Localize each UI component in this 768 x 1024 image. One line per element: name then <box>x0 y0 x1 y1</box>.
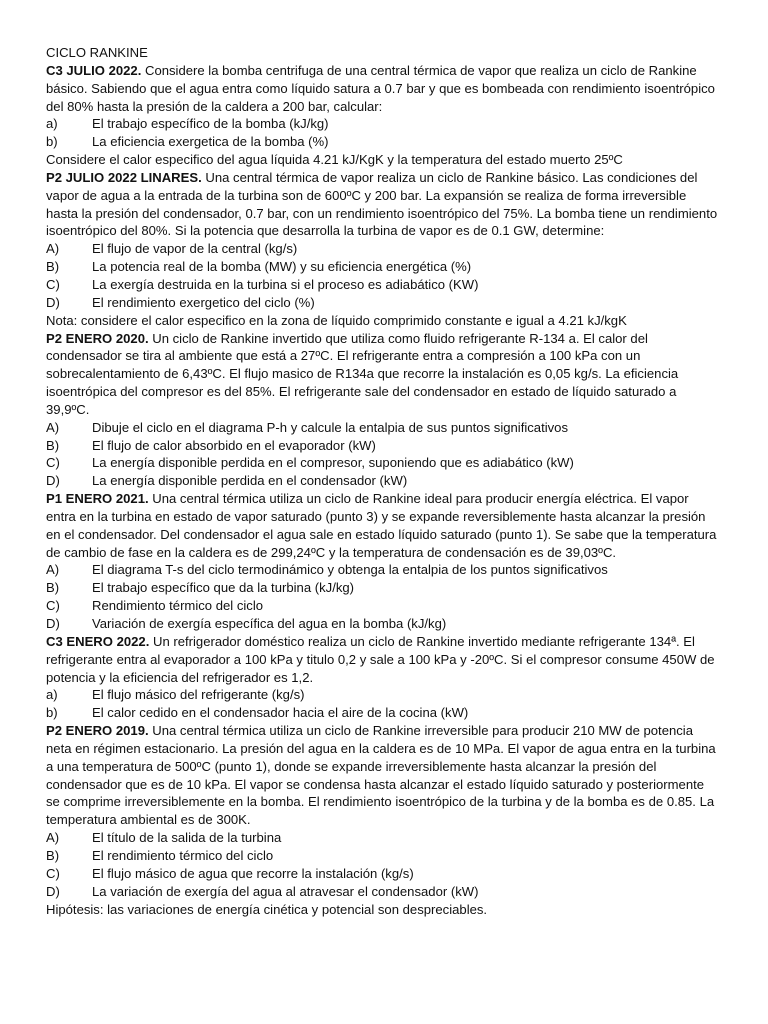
problem-body: Considere la bomba centrifuga de una central térmica de vapor que realiza un ciclo de Rankine básico. Sabiendo que el agua entra como líquido satura a 0.7 bar y que es bombeada con rendimiento isoentrópico del 80% hasta la presión de la caldera a 200 bar, calcular: <box>46 62 715 114</box>
problem <box>46 62 718 169</box>
problem-statement <box>46 330 718 419</box>
problem-statement <box>46 633 718 687</box>
item-text: La potencia real de la bomba (MW) y su eficiencia energética (%) <box>92 259 472 275</box>
item-text: El rendimiento exergetico del ciclo (%) <box>92 294 315 310</box>
list-item <box>46 437 718 455</box>
item-marker: D) <box>46 616 60 631</box>
question-list <box>46 419 718 490</box>
item-marker: B) <box>46 847 60 863</box>
list-item <box>46 686 718 704</box>
list-item <box>46 454 718 472</box>
item-text: El flujo de calor absorbido en el evaporador (kW) <box>92 437 376 453</box>
item-text: La eficiencia exergetica de la bomba (%) <box>92 134 329 150</box>
list-item <box>46 704 718 722</box>
item-text: Variación de exergía específica del agua en la bomba (kJ/kg) <box>92 616 447 631</box>
item-text: La exergía destruida en la turbina si el proceso es adiabático (KW) <box>92 276 479 292</box>
list-item <box>46 865 718 883</box>
problem <box>46 490 718 633</box>
item-text: Rendimiento térmico del ciclo <box>92 598 264 614</box>
item-marker: B) <box>46 437 60 453</box>
question-list <box>46 240 718 311</box>
item-marker: b) <box>46 705 58 721</box>
problem <box>46 633 718 722</box>
item-marker: C) <box>46 598 60 614</box>
list-item <box>46 276 718 294</box>
problem <box>46 169 718 330</box>
problem-body: Una central térmica de vapor realiza un ciclo de Rankine básico. Las condiciones del vapor de agua a la entrada de la turbina son de 600ºC y 200 bar. La expansión se realiza de forma irreversible hasta la presión del condensador, 0.7 bar, con un rendimiento isoentrópico del 75%. La bomba tiene un rendimiento isoentrópico del 80%. Si la potencia que desarrolla la turbina de vapor es de 0.1 GW, determine: <box>46 169 718 239</box>
document <box>46 44 718 918</box>
problem-statement <box>46 62 718 116</box>
problem-heading: P2 ENERO 2019. <box>46 723 149 739</box>
question-list <box>46 115 718 151</box>
list-item <box>46 133 718 151</box>
item-marker: A) <box>46 241 60 257</box>
item-text: La variación de exergía del agua al atravesar el condensador (kW) <box>92 883 479 899</box>
problem-heading: C3 ENERO 2022. <box>46 633 150 649</box>
item-text: El rendimiento térmico del ciclo <box>92 847 274 863</box>
list-item <box>46 829 718 847</box>
problem-heading: P1 ENERO 2021. <box>46 491 149 507</box>
list-item <box>46 472 718 490</box>
item-marker: C) <box>46 865 60 881</box>
item-text: La energía disponible perdida en el compresor, suponiendo que es adiabático (kW) <box>92 455 574 471</box>
item-text: El trabajo específico de la bomba (kJ/kg) <box>92 116 329 132</box>
question-list <box>46 829 718 900</box>
item-text: El flujo de vapor de la central (kg/s) <box>92 241 298 257</box>
item-text: El calor cedido en el condensador hacia el aire de la cocina (kW) <box>92 705 469 721</box>
item-text: El diagrama T-s del ciclo termodinámico y obtenga la entalpia de los puntos significativos <box>92 562 608 578</box>
item-text: La energía disponible perdida en el condensador (kW) <box>92 473 408 489</box>
item-marker: b) <box>46 134 58 150</box>
problem-statement <box>46 169 718 240</box>
problem-note: Considere el calor especifico del agua líquida 4.21 kJ/KgK y la temperatura del estado muerto 25ºC <box>46 152 623 168</box>
item-marker: a) <box>46 687 58 703</box>
item-marker: D) <box>46 883 60 899</box>
item-marker: A) <box>46 830 60 846</box>
item-text: El flujo másico de agua que recorre la instalación (kg/s) <box>92 865 414 881</box>
list-item <box>46 258 718 276</box>
list-item <box>46 240 718 258</box>
problem-body: Una central térmica utiliza un ciclo de Rankine ideal para producir energía eléctrica. El vapor entra en la turbina en estado de vapor saturado (punto 3) y se expande reversiblemente hasta alcanzar la presión en el condensador. Del condensador el agua sale en estado líquido saturado (punto 1). Se sabe que la temperatura de cambio de fase en la caldera es de 299,24ºC y la temperatura de condensación es de 39,03ºC. <box>46 491 717 560</box>
item-marker: C) <box>46 276 60 292</box>
problem-heading: P2 JULIO 2022 LINARES. <box>46 169 202 185</box>
question-list <box>46 686 718 722</box>
list-item <box>46 579 718 597</box>
problem-body: Un ciclo de Rankine invertido que utiliza como fluido refrigerante R-134 a. El calor del condensador se tira al ambiente que está a 27ºC. El refrigerante entra a compresión a 100 kPa con un sobrecalentamiento de 6,43ºC. El flujo masico de R134a que recorre la instalación es 0,05 kg/s. La eficiencia isoentrópica del compresor es del 85%. El refrigerante sale del condensador en estado de líquido saturado a 39,9ºC. <box>46 330 679 417</box>
item-text: El título de la salida de la turbina <box>92 830 282 846</box>
problem-statement <box>46 490 718 561</box>
item-marker: D) <box>46 473 60 489</box>
problem-body: Una central térmica utiliza un ciclo de Rankine irreversible para producir 210 MW de potencia neta en régimen estacionario. La presión del agua en la caldera es de 10 MPa. El vapor de agua entra en la turbina a una temperatura de 500ºC (punto 1), donde se expande irreversiblemente hasta alcanzar la presión del condensador que es de 10 kPa. El vapor se condensa hasta alcanzar el estado líquido saturado y posteriormente se comprime irreversiblemente en la bomba. El rendimiento isoentrópico de la turbina y de la bomba es de 0.85. La temperatura ambiental es de 300K. <box>46 723 716 828</box>
problem-note: Nota: considere el calor especifico en la zona de líquido comprimido constante e igual a 4.21 kJ/kgK <box>46 312 627 328</box>
list-item <box>46 847 718 865</box>
item-marker: A) <box>46 419 60 435</box>
item-marker: a) <box>46 116 58 132</box>
list-item <box>46 419 718 437</box>
list-item <box>46 615 718 633</box>
list-item <box>46 294 718 312</box>
problem-heading: C3 JULIO 2022. <box>46 62 142 78</box>
item-marker: B) <box>46 580 60 596</box>
list-item <box>46 561 718 579</box>
page-title: CICLO RANKINE <box>46 45 148 60</box>
list-item <box>46 115 718 133</box>
item-text: El flujo másico del refrigerante (kg/s) <box>92 687 305 703</box>
item-marker: B) <box>46 259 60 275</box>
item-marker: D) <box>46 294 60 310</box>
item-marker: C) <box>46 455 60 471</box>
item-text: El trabajo específico que da la turbina (kJ/kg) <box>92 580 355 596</box>
list-item <box>46 597 718 615</box>
problem <box>46 722 718 918</box>
problem-note: Hipótesis: las variaciones de energía cinética y potencial son despreciables. <box>46 901 488 917</box>
problem-heading: P2 ENERO 2020. <box>46 330 149 346</box>
item-text: Dibuje el ciclo en el diagrama P-h y calcule la entalpia de sus puntos significativos <box>92 419 568 435</box>
problem-body: Un refrigerador doméstico realiza un ciclo de Rankine invertido mediante refrigerante 134ª. El refrigerante entra al evaporador a 100 kPa y titulo 0,2 y sale a 100 kPa y -20ºC. Si el compresor consume 450W de potencia y la eficiencia del refrigerador es 1,2. <box>46 633 715 685</box>
list-item <box>46 883 718 901</box>
item-marker: A) <box>46 562 60 578</box>
problem <box>46 330 718 491</box>
question-list <box>46 561 718 632</box>
problem-statement <box>46 722 718 829</box>
